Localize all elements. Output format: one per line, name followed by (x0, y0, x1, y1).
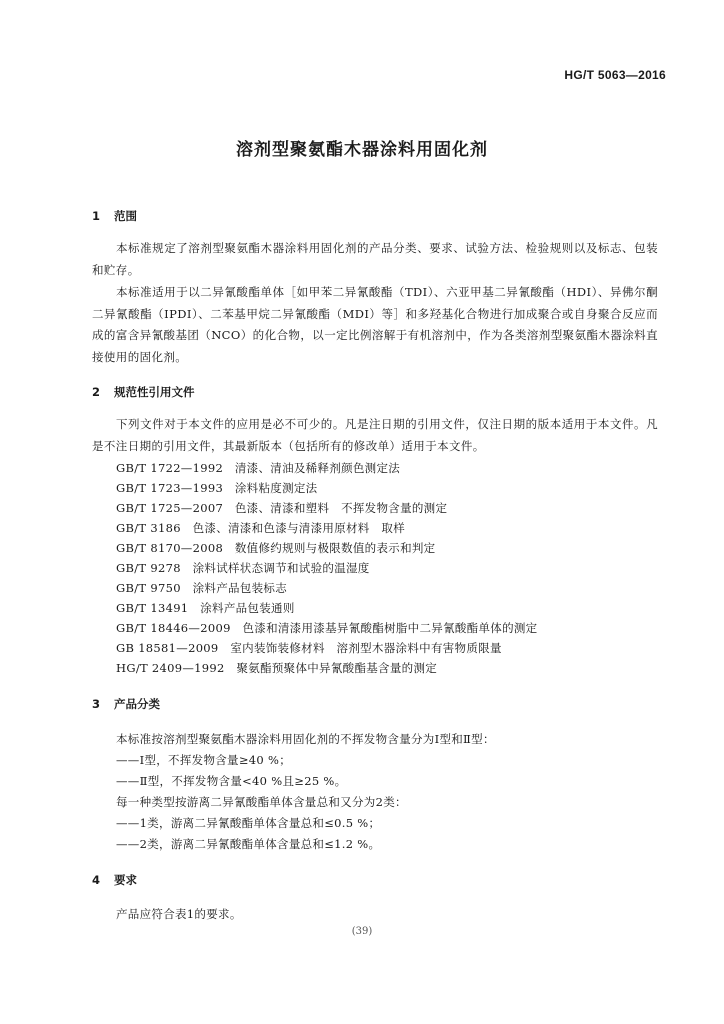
section-1-heading (92, 208, 137, 224)
reference-item: GB/T 1722—1992 清漆、清油及稀释剂颜色测定法 (116, 461, 401, 475)
section-3-heading (92, 696, 160, 712)
section-number: 4 (92, 873, 101, 887)
reference-item: GB/T 3186 色漆、清漆和色漆与清漆用原材料 取样 (116, 521, 406, 535)
section-title: 要求 (114, 873, 137, 887)
reference-item: GB 18581—2009 室内装饰装修材料 溶剂型木器涂料中有害物质限量 (116, 641, 502, 655)
section-3-line: ——2类，游离二异氰酸酯单体含量总和≤1.2 %。 (116, 837, 381, 851)
section-number: 2 (92, 385, 101, 399)
document-title: 溶剂型聚氨酯木器涂料用固化剂 (236, 140, 488, 160)
section-number: 1 (92, 209, 101, 223)
section-4-heading (92, 872, 137, 888)
section-1-paragraph-2: 本标准适用于以二异氰酸酯单体［如甲苯二异氰酸酯（TDI）、六亚甲基二异氰酸酯（HDI）、异佛尔酮二异氰酸酯（IPDI）、二苯基甲烷二异氰酸酯（MDI）等］和多羟基化合物进行加成聚合或自身聚合反应而成的富含异氰酸基团（NCO）的化合物，以一定比例溶解于有机溶剂中，作为各类溶剂型聚氨酯木器涂料直接使用的固化剂。 (92, 285, 658, 364)
section-3-line: ——1类，游离二异氰酸酯单体含量总和≤0.5 %； (116, 816, 381, 830)
reference-item: GB/T 13491 涂料产品包装通则 (116, 601, 295, 615)
section-3-line: ——Ⅱ型，不挥发物含量<40 %且≥25 %。 (116, 774, 347, 788)
section-2-intro: 下列文件对于本文件的应用是必不可少的。凡是注日期的引用文件，仅注日期的版本适用于本文件。凡是不注日期的引用文件，其最新版本（包括所有的修改单）适用于本文件。 (92, 417, 658, 453)
section-title: 规范性引用文件 (114, 385, 195, 399)
page-number: (39) (351, 926, 373, 937)
reference-item: GB/T 1723—1993 涂料粘度测定法 (116, 481, 318, 495)
section-title: 产品分类 (114, 697, 160, 711)
reference-item: GB/T 9278 涂料试样状态调节和试验的温湿度 (116, 561, 370, 575)
section-number: 3 (92, 697, 101, 711)
reference-item: GB/T 18446—2009 色漆和清漆用漆基异氰酸酯树脂中二异氰酸酯单体的测定 (116, 621, 538, 635)
standard-code: HG/T 5063—2016 (564, 68, 666, 82)
reference-item: HG/T 2409—1992 聚氨酯预聚体中异氰酸酯基含量的测定 (116, 661, 438, 675)
reference-item: GB/T 8170—2008 数值修约规则与极限数值的表示和判定 (116, 541, 436, 555)
section-title: 范围 (114, 209, 137, 223)
section-3-line: ——Ⅰ型，不挥发物含量≥40 %； (116, 753, 291, 767)
section-2-heading (92, 384, 195, 400)
section-1-paragraph-1: 本标准规定了溶剂型聚氨酯木器涂料用固化剂的产品分类、要求、试验方法、检验规则以及标志、包装和贮存。 (92, 241, 658, 277)
reference-item: GB/T 1725—2007 色漆、清漆和塑料 不挥发物含量的测定 (116, 501, 448, 515)
section-4-line: 产品应符合表1的要求。 (116, 907, 242, 921)
section-3-line: 本标准按溶剂型聚氨酯木器涂料用固化剂的不挥发物含量分为Ⅰ型和Ⅱ型： (116, 732, 495, 746)
reference-item: GB/T 9750 涂料产品包装标志 (116, 581, 288, 595)
section-3-line: 每一种类型按游离二异氰酸酯单体含量总和又分为2类： (116, 795, 407, 809)
